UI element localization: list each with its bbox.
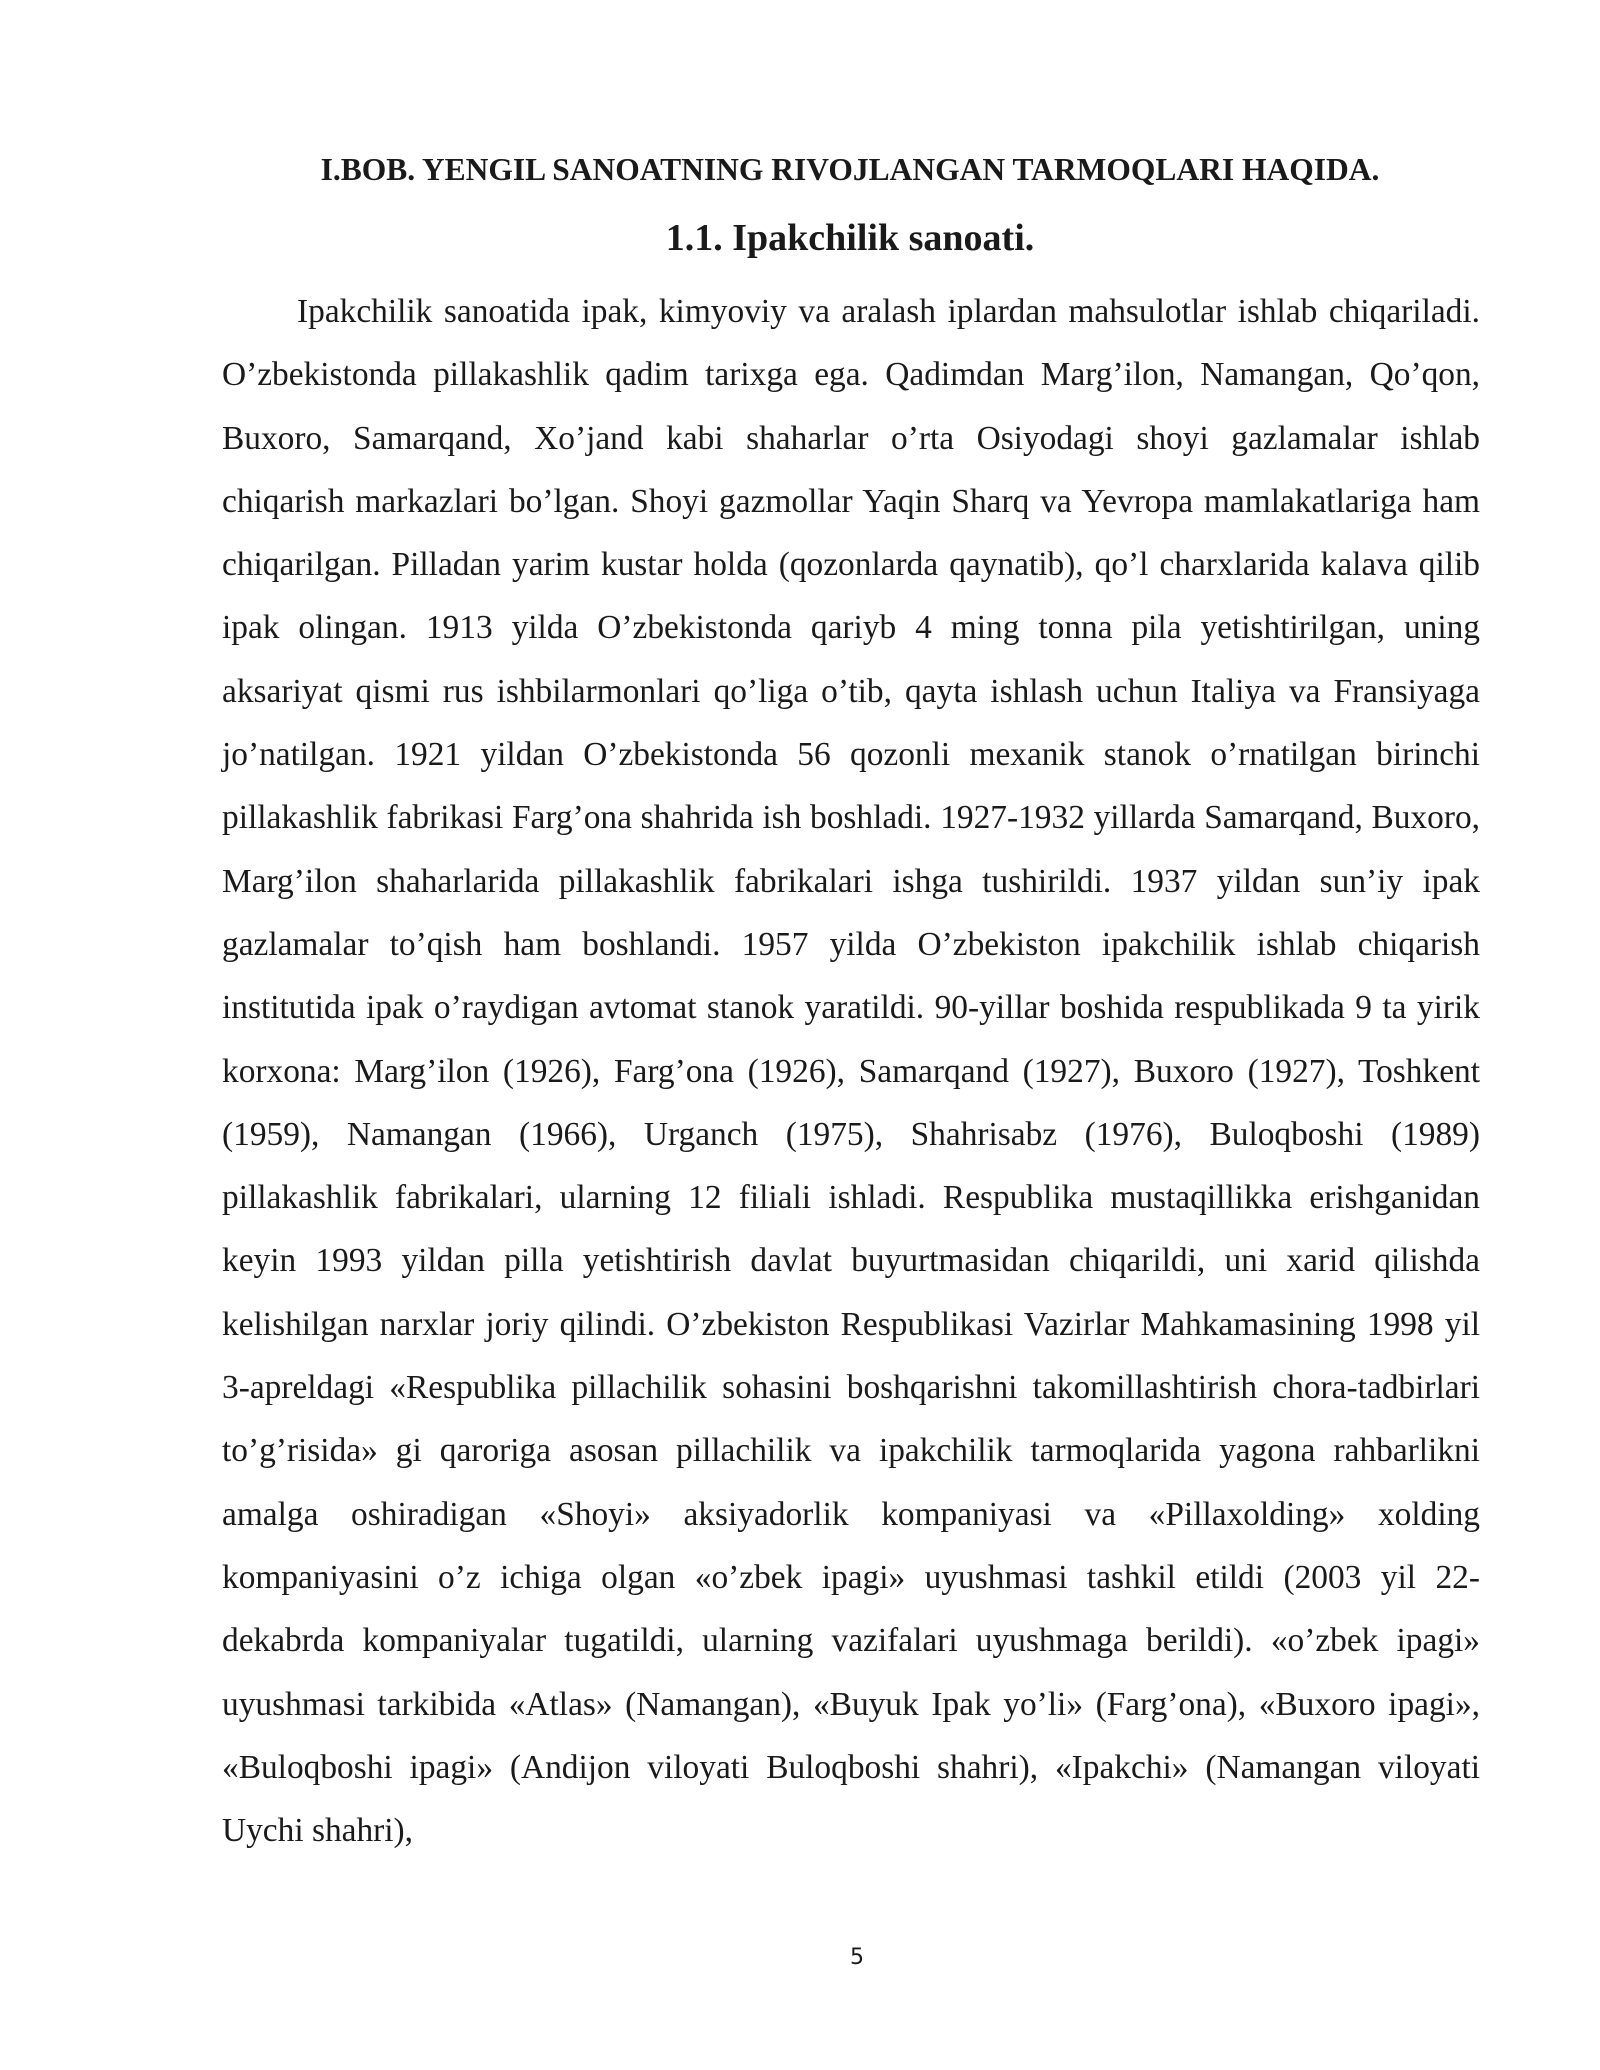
chapter-title: I.BOB. YENGIL SANOATNING RIVOJLANGAN TARMOQLARI HAQIDA. [320,152,1380,187]
body-paragraph: Ipakchilik sanoatida ipak, kimyoviy va aralash iplardan mahsulotlar ishlab chiqariladi. O’zbekistonda pillakashlik qadim tarixga ega. Qadimdan Marg’ilon, Namangan, Qo’qon, Buxoro, Samarqand, Xo’jand kabi shaharlar o’rta Osiyodagi shoyi gazlamalar ishlab chiqarish markazlari bo’lgan. Shoyi gazmollar Yaqin Sharq va Yevropa mamlakatlariga ham chiqarilgan. Pilladan yarim kustar holda (qozonlarda qaynatib), qo’l charxlarida kalava qilib ipak olingan. 1913 yilda O’zbekistonda qariyb 4 ming tonna pila yetishtirilgan, uning aksariyat qismi rus ishbilarmonlari qo’liga o’tib, qayta ishlash uchun Italiya va Fransiyaga jo’natilgan. 1921 yildan O’zbekistonda 56 qozonli mexanik stanok o’rnatilgan birinchi pillakashlik fabrikasi Farg’ona shahrida ish boshladi. 1927-1932 yillarda Samarqand, Buxoro, Marg’ilon shaharlarida pillakashlik fabrikalari ishga tushirildi. 1937 yildan sun’iy ipak gazlamalar to’qish ham boshlandi. 1957 yilda O’zbekiston ipakchilik ishlab chiqarish institutida ipak o’raydigan avtomat stanok yaratildi. 90-yillar boshida respublikada 9 ta yirik korxona: Marg’ilon (1926), Farg’ona (1926), Samarqand (1927), Buxoro (1927), Toshkent (1959), Namangan (1966), Urganch (1975), Shahrisabz (1976), Buloqboshi (1989) pillakashlik fabrikalari, ularning 12 filiali ishladi. Respublika mustaqillikka erishganidan keyin 1993 yildan pilla yetishtirish davlat buyurtmasidan chiqarildi, uni xarid qilishda kelishilgan narxlar joriy qilindi. O’zbekiston Respublikasi Vazirlar Mahkamasining 1998 yil 3-apreldagi «Respublika pillachilik sohasini boshqarishni takomillashtirish chora-tadbirlari to’g’risida» gi qaroriga asosan pillachilik va ipakchilik tarmoqlarida yagona rahbarlikni amalga oshiradigan «Shoyi» aksiyadorlik kompaniyasi va «Pillaxolding» xolding kompaniyasini o’z ichiga olgan «o’zbek ipagi» uyushmasi tashkil etildi (2003 yil 22-dekabrda kompaniyalar tugatildi, ularning vazifalari uyushmaga berildi). «o’zbek ipagi» uyushmasi tarkibida «Atlas» (Namangan), «Buyuk Ipak yo’li» (Farg’ona), «Buxoro ipagi», «Buloqboshi ipagi» (Andijon viloyati Buloqboshi shahri), «Ipakchi» (Namangan viloyati Uychi shahri), [222,293,1480,1850]
section-title: 1.1. Ipakchilik sanoati. [665,217,1035,259]
page-number: 5 [850,1945,864,1970]
